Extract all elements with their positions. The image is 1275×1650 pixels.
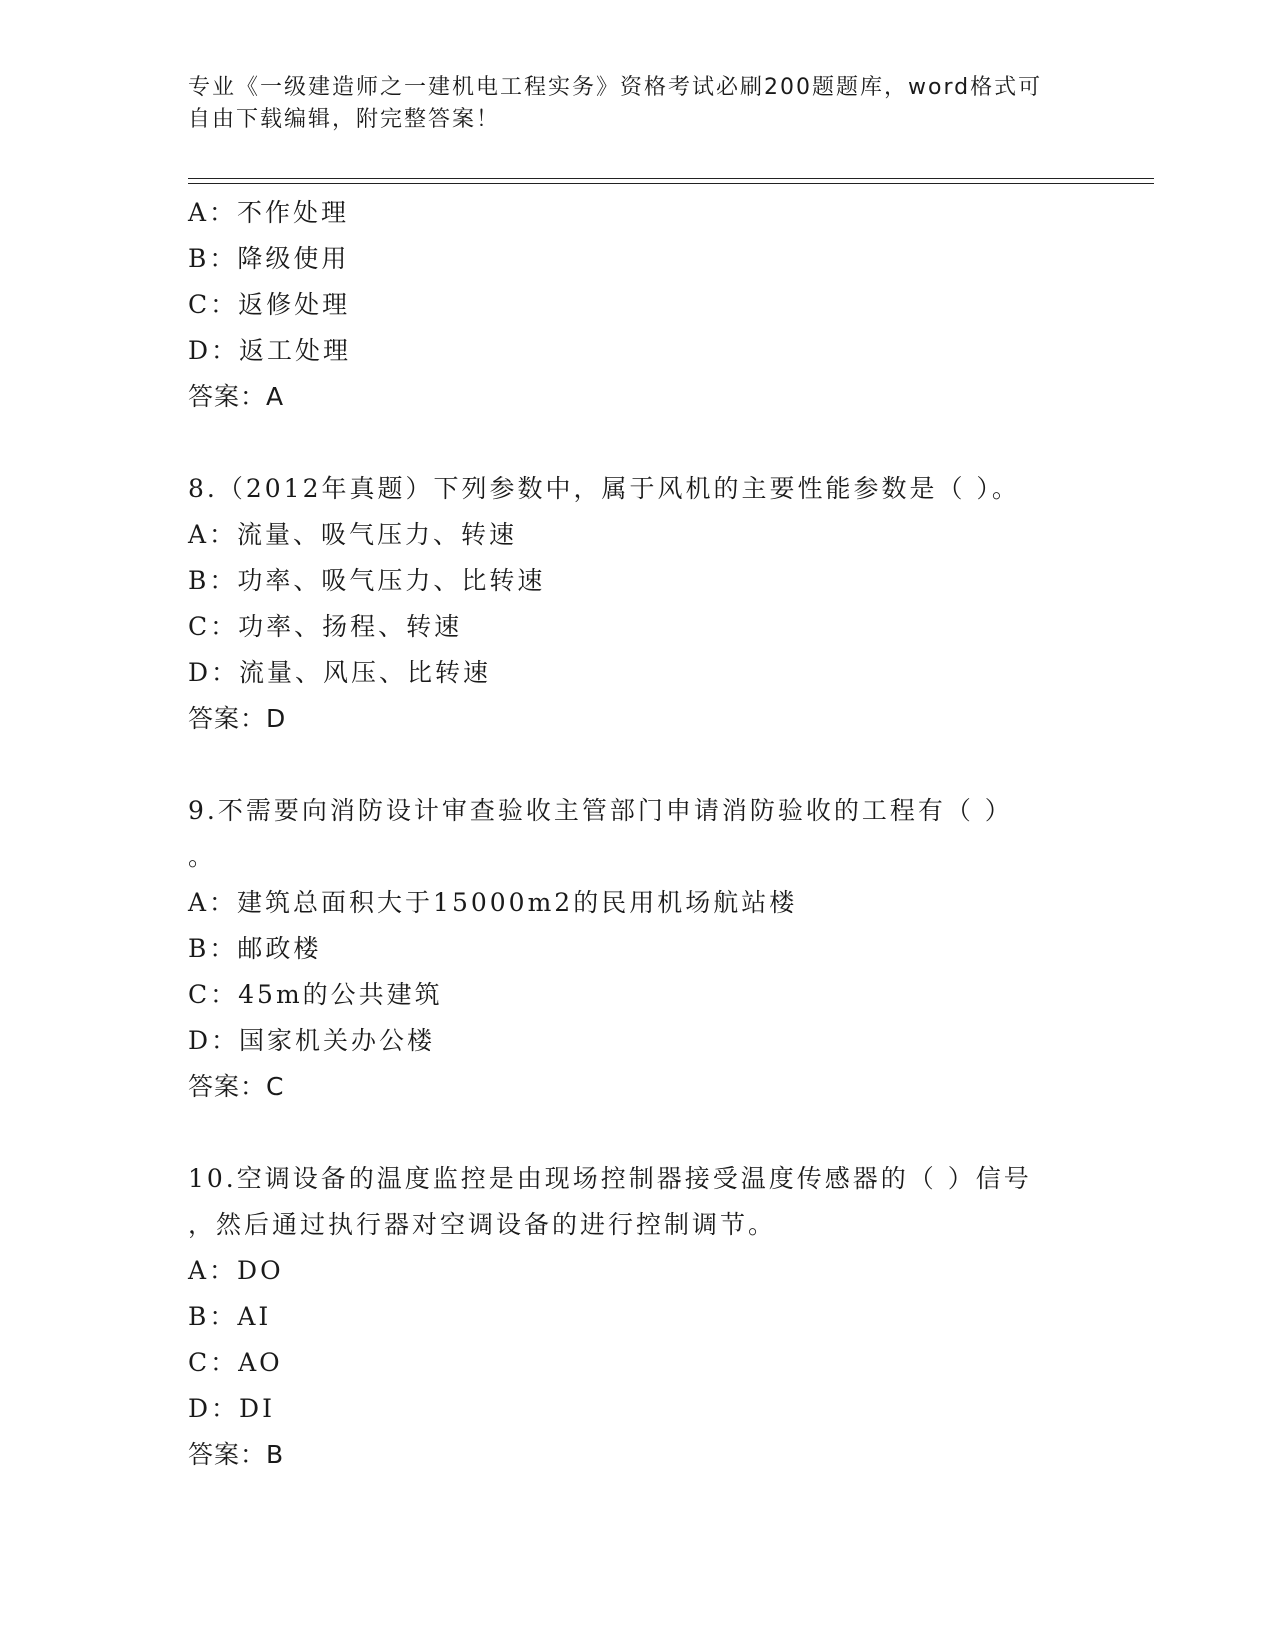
answer: 答案：B	[188, 1440, 285, 1469]
option-c: C：返修处理	[188, 290, 351, 319]
option-a: A：不作处理	[188, 198, 350, 227]
option-c: C：45m的公共建筑	[188, 980, 443, 1009]
question-10	[188, 1156, 1088, 1478]
document-header	[188, 72, 1088, 136]
option-c: C：功率、扬程、转速	[188, 612, 463, 641]
question-stem: 9.不需要向消防设计审查验收主管部门申请消防验收的工程有（ ）	[188, 796, 1013, 825]
option-a: A：DO	[188, 1256, 284, 1285]
question-9	[188, 788, 1088, 1110]
answer: 答案：D	[188, 704, 287, 733]
option-d: D：流量、风压、比转速	[188, 658, 492, 687]
answer: 答案：C	[188, 1072, 285, 1101]
question-stem: 10.空调设备的温度监控是由现场控制器接受温度传感器的（ ）信号	[188, 1164, 1032, 1193]
option-b: B：邮政楼	[188, 934, 322, 963]
option-b: B：功率、吸气压力、比转速	[188, 566, 546, 595]
option-a: A：建筑总面积大于15000m2的民用机场航站楼	[188, 888, 798, 917]
option-b: B：降级使用	[188, 244, 350, 273]
question-8	[188, 466, 1088, 742]
spacer	[188, 1110, 1088, 1156]
answer: 答案：A	[188, 382, 285, 411]
question-stem: 8.（2012年真题）下列参数中，属于风机的主要性能参数是（ ）。	[188, 474, 1020, 503]
spacer	[188, 742, 1088, 788]
question-stem-continuation: ，然后通过执行器对空调设备的进行控制调节。	[188, 1210, 777, 1239]
header-divider-bottom	[188, 183, 1154, 184]
question-stem-continuation: 。	[188, 842, 217, 871]
option-d: D：DI	[188, 1394, 275, 1423]
question-7	[188, 190, 1088, 420]
option-d: D：返工处理	[188, 336, 352, 365]
option-d: D：国家机关办公楼	[188, 1026, 436, 1055]
question-list	[188, 190, 1088, 1478]
option-a: A：流量、吸气压力、转速	[188, 520, 518, 549]
option-c: C：AO	[188, 1348, 283, 1377]
header-line-2: 自由下载编辑，附完整答案！	[188, 107, 501, 132]
option-b: B：AI	[188, 1302, 272, 1331]
spacer	[188, 420, 1088, 466]
header-line-1: 专业《一级建造师之一建机电工程实务》资格考试必刷200题题库，word格式可	[188, 75, 1043, 100]
header-divider-top	[188, 178, 1154, 179]
